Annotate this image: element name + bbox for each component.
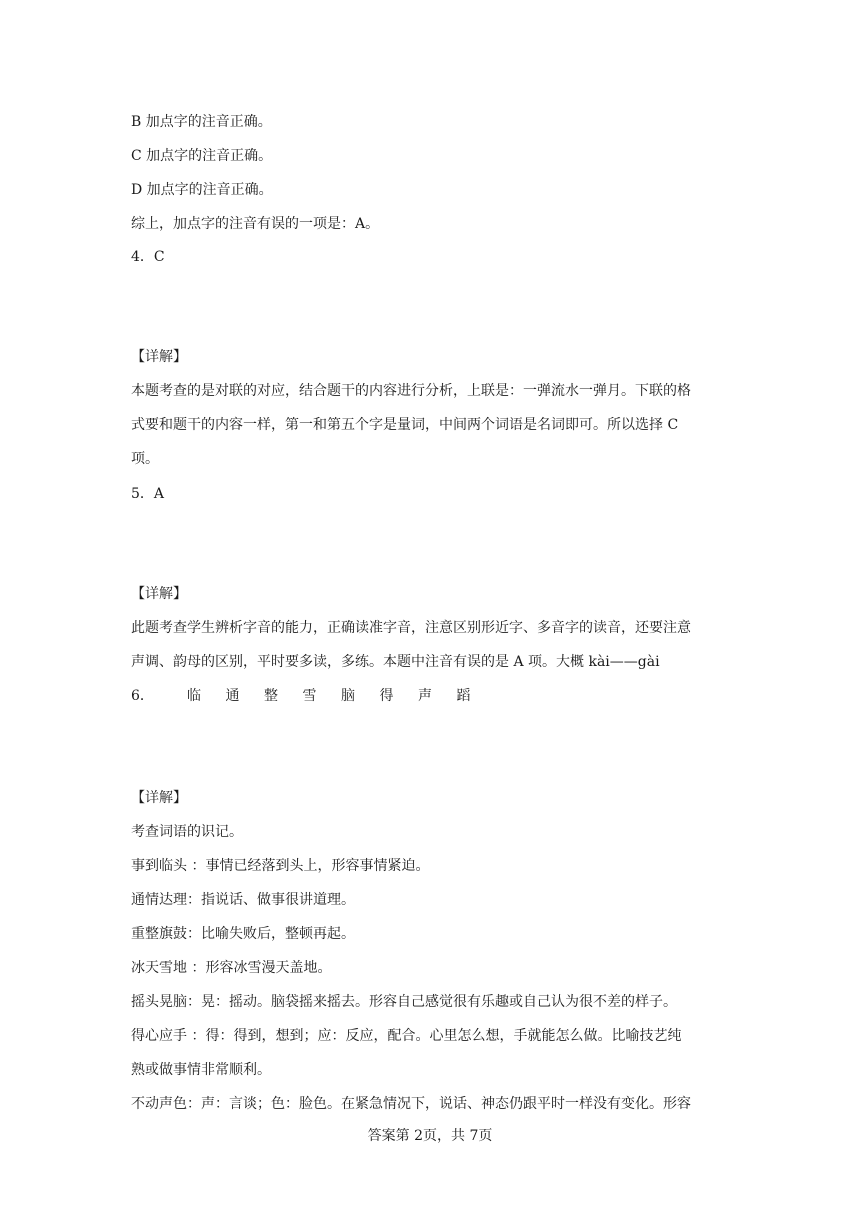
text-line: 得心应手 ：得：得到，想到；应：反应，配合。心里怎么想，手就能怎么做。比喻技艺纯 <box>131 1028 682 1044</box>
text-line: 事到临头 ：事情已经落到头上，形容事情紧迫。 <box>131 858 430 874</box>
answer-char: 脑 <box>341 688 355 704</box>
text-line: B 加点字的注音正确。 <box>131 114 272 130</box>
answer-6-row <box>131 686 495 706</box>
answer-number: 4．C <box>131 249 165 265</box>
answer-char: 雪 <box>302 688 317 704</box>
answer-number: 6． <box>131 688 154 704</box>
text-line: 冰天雪地 ：形容冰雪漫天盖地。 <box>131 960 332 976</box>
answer-char: 声 <box>418 688 432 704</box>
text-line: 综上，加点字的注音有误的一项是：A。 <box>131 216 380 232</box>
text-line: 项。 <box>131 451 159 467</box>
answer-char: 得 <box>379 688 394 704</box>
text-line: 摇头晃脑：晃：摇动。脑袋摇来摇去。形容自己感觉很有乐趣或自己认为很不差的样子。 <box>131 994 677 1010</box>
text-line: D 加点字的注音正确。 <box>131 182 273 198</box>
text-line: C 加点字的注音正确。 <box>131 148 273 164</box>
answer-char: 蹈 <box>456 688 471 704</box>
text-line: 通情达理：指说话、做事很讲道理。 <box>131 892 355 908</box>
answer-char: 临 <box>187 688 201 704</box>
text-line: 考查词语的识记。 <box>131 824 243 840</box>
text-line: 重整旗鼓：比喻失败后，整顿再起。 <box>131 926 355 942</box>
section-heading: 【详解】 <box>131 586 187 602</box>
text-line: 本题考查的是对联的对应，结合题干的内容进行分析，上联是：一弹流水一弹月。下联的格 <box>131 383 691 399</box>
text-line: 不动声色：声：言谈；色：脸色。在紧急情况下，说话、神态仍跟平时一样没有变化。形容 <box>131 1096 691 1112</box>
answer-number: 5．A <box>131 486 165 502</box>
text-line: 熟或做事情非常顺利。 <box>131 1062 271 1078</box>
text-line: 此题考查学生辨析字音的能力，正确读准字音，注意区别形近字、多音字的读音，还要注意 <box>131 620 691 636</box>
section-heading: 【详解】 <box>131 349 187 365</box>
answer-char: 通 <box>225 688 240 704</box>
text-line: 声调、韵母的区别，平时要多读，多练。本题中注音有误的是 A 项。大概 kài——gài <box>131 654 660 670</box>
text-line: 式要和题干的内容一样，第一和第五个字是量词，中间两个词语是名词即可。所以选择 C <box>131 417 679 433</box>
section-heading: 【详解】 <box>131 790 187 806</box>
page-footer: 答案第 2页，共 7页 <box>367 1128 493 1144</box>
answer-char: 整 <box>264 688 278 704</box>
